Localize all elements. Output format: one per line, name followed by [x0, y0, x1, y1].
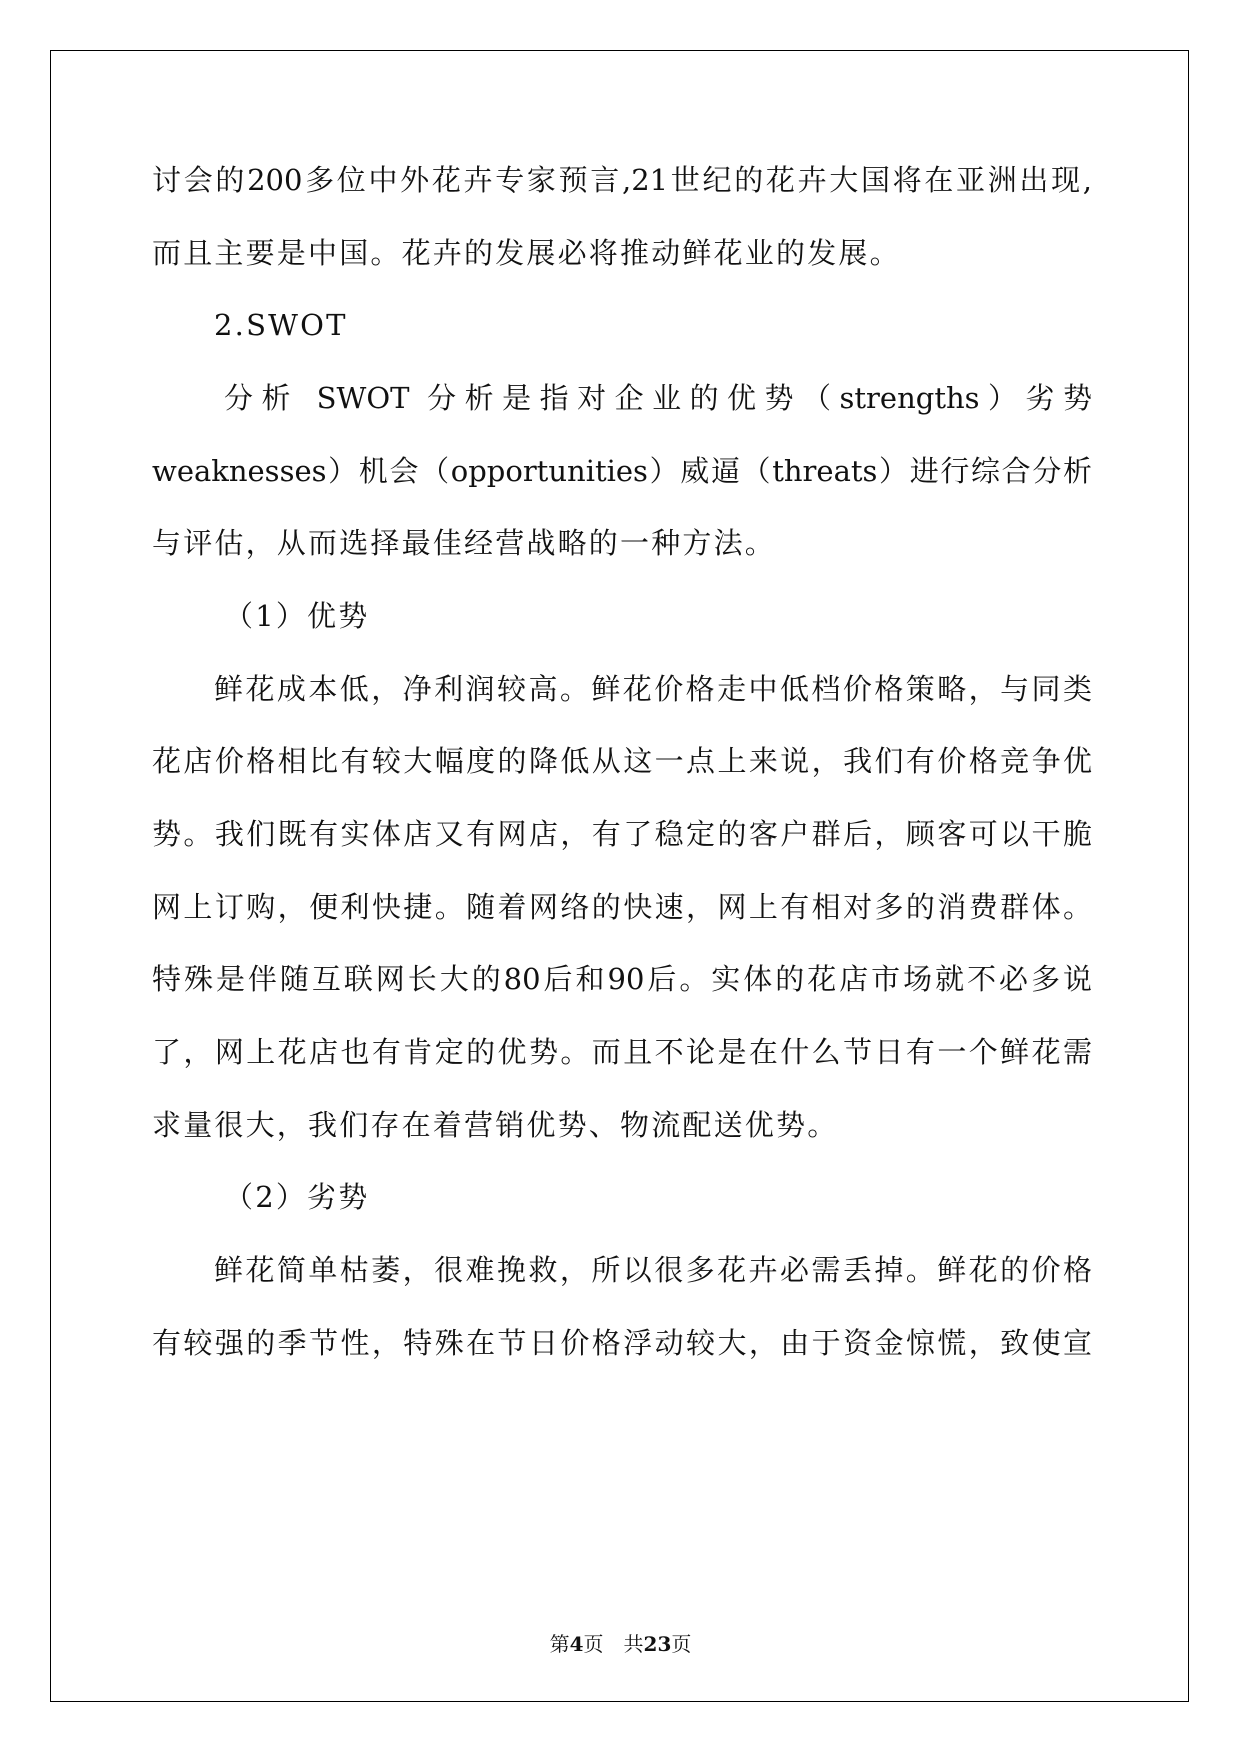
- subsection-heading: （2）劣势: [224, 1180, 370, 1214]
- footer-prefix: 第: [549, 1632, 570, 1656]
- page-footer: [0, 1631, 1241, 1657]
- paragraph-line: 势。我们既有实体店又有网店，有了稳定的客户群后，顾客可以干脆: [152, 817, 1092, 851]
- page-number: 4: [569, 1632, 584, 1656]
- paragraph-line: 花店价格相比有较大幅度的降低从这一点上来说，我们有价格竞争优: [152, 744, 1092, 778]
- paragraph-line: 有较强的季节性，特殊在节日价格浮动较大，由于资金惊慌，致使宣: [152, 1326, 1092, 1360]
- total-pages: 23: [643, 1632, 672, 1656]
- footer-total-suffix: 页: [671, 1632, 692, 1656]
- paragraph-line: 了，网上花店也有肯定的优势。而且不论是在什么节日有一个鲜花需: [152, 1035, 1092, 1069]
- paragraph-line: 鲜花成本低，净利润较高。鲜花价格走中低档价格策略，与同类: [214, 672, 1092, 706]
- paragraph-line: 特殊是伴随互联网长大的80后和90后。实体的花店市场就不必多说: [152, 962, 1092, 996]
- paragraph-line: 与评估，从而选择最佳经营战略的一种方法。: [152, 526, 777, 560]
- paragraph-line: 鲜花简单枯萎，很难挽救，所以很多花卉必需丢掉。鲜花的价格: [214, 1253, 1092, 1287]
- paragraph-line: 求量很大，我们存在着营销优势、物流配送优势。: [152, 1108, 839, 1142]
- paragraph-line: weaknesses）机会（opportunities）威逼（threats）进行综合分析: [152, 454, 1092, 488]
- footer-page-suffix: 页: [583, 1632, 604, 1656]
- paragraph-line: 而且主要是中国。花卉的发展必将推动鲜花业的发展。: [152, 236, 901, 270]
- section-heading: 2.SWOT: [214, 308, 348, 342]
- paragraph-line: 分析 SWOT 分析是指对企业的优势（strengths）劣势: [224, 381, 1092, 415]
- paragraph-line: 讨会的200多位中外花卉专家预言,21世纪的花卉大国将在亚洲出现,: [152, 163, 1092, 197]
- paragraph-line: 网上订购，便利快捷。随着网络的快速，网上有相对多的消费群体。: [152, 890, 1092, 924]
- page-border: [50, 50, 1189, 1702]
- subsection-heading: （1）优势: [224, 599, 370, 633]
- footer-total-prefix: 共: [623, 1632, 644, 1656]
